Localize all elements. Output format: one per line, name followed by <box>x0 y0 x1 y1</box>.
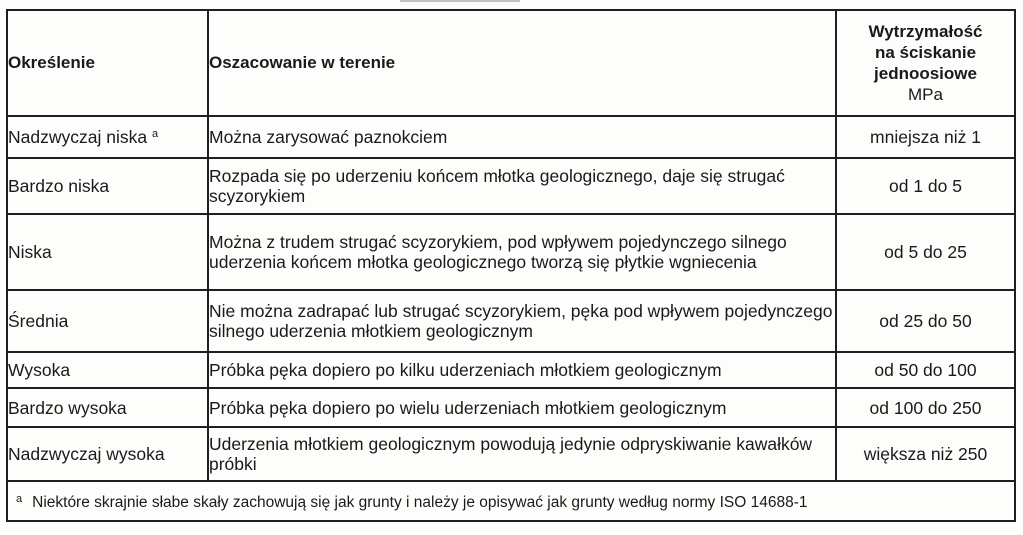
header-row <box>7 10 1015 116</box>
row-strength: mniejsza niż 1 <box>836 116 1015 158</box>
table-row <box>7 158 1015 214</box>
scan-artifact <box>400 0 520 6</box>
row-strength: większa niż 250 <box>836 427 1015 481</box>
rock-strength-table <box>6 9 1016 522</box>
row-strength: od 50 do 100 <box>836 352 1015 388</box>
row-strength: od 25 do 50 <box>836 290 1015 352</box>
row-description: Nie można zadrapać lub strugać scyzorykiem, pęka pod wpływem pojedynczego silnego uderzenia młotkiem geologicznym <box>208 290 836 352</box>
footnote-text: Niektóre skrajnie słabe skały zachowują się jak grunty i należy je opisywać jak grunty według normy ISO 14688-1 <box>32 494 808 511</box>
table-row <box>7 352 1015 388</box>
table-row <box>7 388 1015 427</box>
row-strength: od 1 do 5 <box>836 158 1015 214</box>
row-term: Średnia <box>7 290 208 352</box>
row-description: Rozpada się po uderzeniu końcem młotka geologicznego, daje się strugać scyzorykiem <box>208 158 836 214</box>
footnote-row <box>7 481 1015 521</box>
header-strength-unit: MPa <box>908 85 943 104</box>
header-strength-line3: jednoosiowe <box>874 64 977 83</box>
row-term <box>7 116 208 158</box>
row-description: Próbka pęka dopiero po wielu uderzeniach młotkiem geologicznym <box>208 388 836 427</box>
header-term: Określenie <box>7 10 208 116</box>
row-term: Wysoka <box>7 352 208 388</box>
row-strength: od 5 do 25 <box>836 214 1015 290</box>
row-term: Bardzo niska <box>7 158 208 214</box>
row-description: Można z trudem strugać scyzorykiem, pod wpływem pojedynczego silnego uderzenia końcem młotka geologicznego tworzą się płytkie wgniecenia <box>208 214 836 290</box>
table-row <box>7 427 1015 481</box>
footnote-mark: a <box>16 493 23 505</box>
table-row <box>7 290 1015 352</box>
row-description: Można zarysować paznokciem <box>208 116 836 158</box>
header-field-estimate: Oszacowanie w terenie <box>208 10 836 116</box>
header-strength-line1: Wytrzymałość <box>868 22 983 41</box>
footnote-reference: a <box>151 128 159 140</box>
row-term: Bardzo wysoka <box>7 388 208 427</box>
row-strength: od 100 do 250 <box>836 388 1015 427</box>
header-strength-line2: na ściskanie <box>874 43 977 62</box>
row-term-text: Nadzwyczaj niska <box>8 127 148 147</box>
header-strength <box>836 10 1015 116</box>
table-row <box>7 214 1015 290</box>
row-term: Niska <box>7 214 208 290</box>
row-description: Uderzenia młotkiem geologicznym powodują jedynie odpryskiwanie kawałków próbki <box>208 427 836 481</box>
footnote <box>7 481 1015 521</box>
row-term: Nadzwyczaj wysoka <box>7 427 208 481</box>
row-description: Próbka pęka dopiero po kilku uderzeniach młotkiem geologicznym <box>208 352 836 388</box>
table-row <box>7 116 1015 158</box>
